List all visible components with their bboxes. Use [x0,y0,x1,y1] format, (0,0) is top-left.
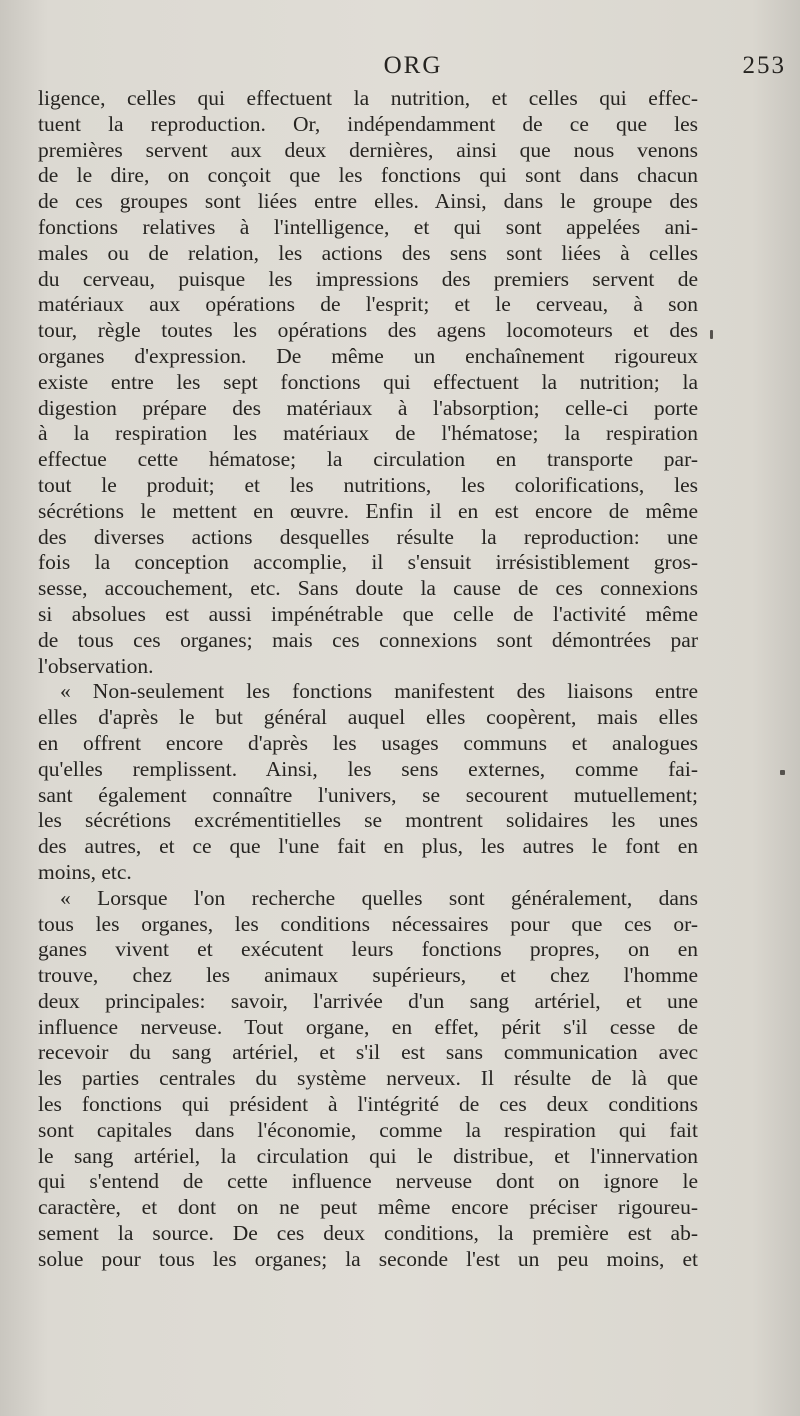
text-line: tout le produit; et les nutritions, les colorifications, les [38,472,698,497]
text-line: organes d'expression. De même un enchaînement rigoureux [38,343,698,368]
text-line: tuent la reproduction. Or, indépendamment de ce que les [38,111,698,136]
text-line: males ou de relation, les actions des sens sont liées à celles [38,240,698,265]
text-line: qui s'entend de cette influence nerveuse dont on ignore le [38,1169,698,1194]
text-line: matériaux aux opérations de l'esprit; et le cerveau, à son [38,292,698,317]
text-line: sont capitales dans l'économie, comme la respiration qui fait [38,1117,698,1142]
text-line: « Lorsque l'on recherche quelles sont généralement, dans [60,885,698,910]
text-line: digestion prépare des matériaux à l'absorption; celle-ci porte [38,395,698,420]
text-line: trouve, chez les animaux supérieurs, et chez l'homme [38,963,698,988]
text-line: tous les organes, les conditions nécessaires pour que ces or- [38,911,698,936]
text-line: les fonctions qui président à l'intégrité de ces deux conditions [38,1092,698,1117]
text-line: effectue cette hématose; la circulation en transporte par- [38,447,698,472]
text-line: premières servent aux deux dernières, ainsi que nous venons [38,137,698,162]
text-line: sesse, accouchement, etc. Sans doute la cause de ces connexions [38,576,698,601]
text-line: si absolues est aussi impénétrable que celle de l'activité même [38,601,698,626]
text-line: les sécrétions excrémentitielles se montrent solidaires les unes [38,808,698,833]
running-title: ORG [383,52,443,79]
margin-speck [710,330,713,339]
text-line: en offrent encore d'après les usages communs et analogues [38,730,698,755]
text-line: ganes vivent et exécutent leurs fonctions propres, on en [38,937,698,962]
text-line: des diverses actions desquelles résulte la reproduction: une [38,524,698,549]
text-line: le sang artériel, la circulation qui le distribue, et l'innervation [38,1143,698,1168]
text-line: qu'elles remplissent. Ainsi, les sens externes, comme fai- [38,756,698,781]
text-line: ligence, celles qui effectuent la nutrition, et celles qui effec- [38,86,698,110]
text-line: tour, règle toutes les opérations des agens locomoteurs et des [38,318,698,343]
body-text [38,86,698,1273]
text-line: moins, etc. [38,859,132,884]
text-line: influence nerveuse. Tout organe, en effet, périt s'il cesse de [38,1014,698,1039]
text-line: fois la conception accomplie, il s'ensuit irrésistiblement gros- [38,550,698,575]
text-line: de le dire, on conçoit que les fonctions qui sont dans chacun [38,163,698,188]
text-line: de ces groupes sont liées entre elles. Ainsi, dans le groupe des [38,189,698,214]
text-line: de tous ces organes; mais ces connexions sont démontrées par [38,627,698,652]
text-line: sant également connaître l'univers, se secourent mutuellement; [38,782,698,807]
text-line: elles d'après le but général auquel elles coopèrent, mais elles [38,705,698,730]
text-line: sement la source. De ces deux conditions, la première est ab- [38,1221,698,1246]
running-head [40,52,786,82]
text-line: solue pour tous les organes; la seconde l'est un peu moins, et [38,1246,698,1271]
text-line: du cerveau, puisque les impressions des premiers servent de [38,266,698,291]
page-number: 253 [742,52,786,79]
text-line: fonctions relatives à l'intelligence, et qui sont appelées ani- [38,214,698,239]
text-line: à la respiration les matériaux de l'hématose; la respiration [38,421,698,446]
text-line: deux principales: savoir, l'arrivée d'un sang artériel, et une [38,988,698,1013]
text-line: caractère, et dont on ne peut même encore préciser rigoureu- [38,1195,698,1220]
text-line: existe entre les sept fonctions qui effectuent la nutrition; la [38,369,698,394]
margin-speck [780,770,785,775]
text-line: sécrétions le mettent en œuvre. Enfin il en est encore de même [38,498,698,523]
text-line: recevoir du sang artériel, et s'il est sans communication avec [38,1040,698,1065]
text-line: des autres, et ce que l'une fait en plus, les autres le font en [38,834,698,859]
text-line: « Non-seulement les fonctions manifestent des liaisons entre [60,679,698,704]
text-line: les parties centrales du système nerveux. Il résulte de là que [38,1066,698,1091]
text-line: l'observation. [38,653,154,678]
